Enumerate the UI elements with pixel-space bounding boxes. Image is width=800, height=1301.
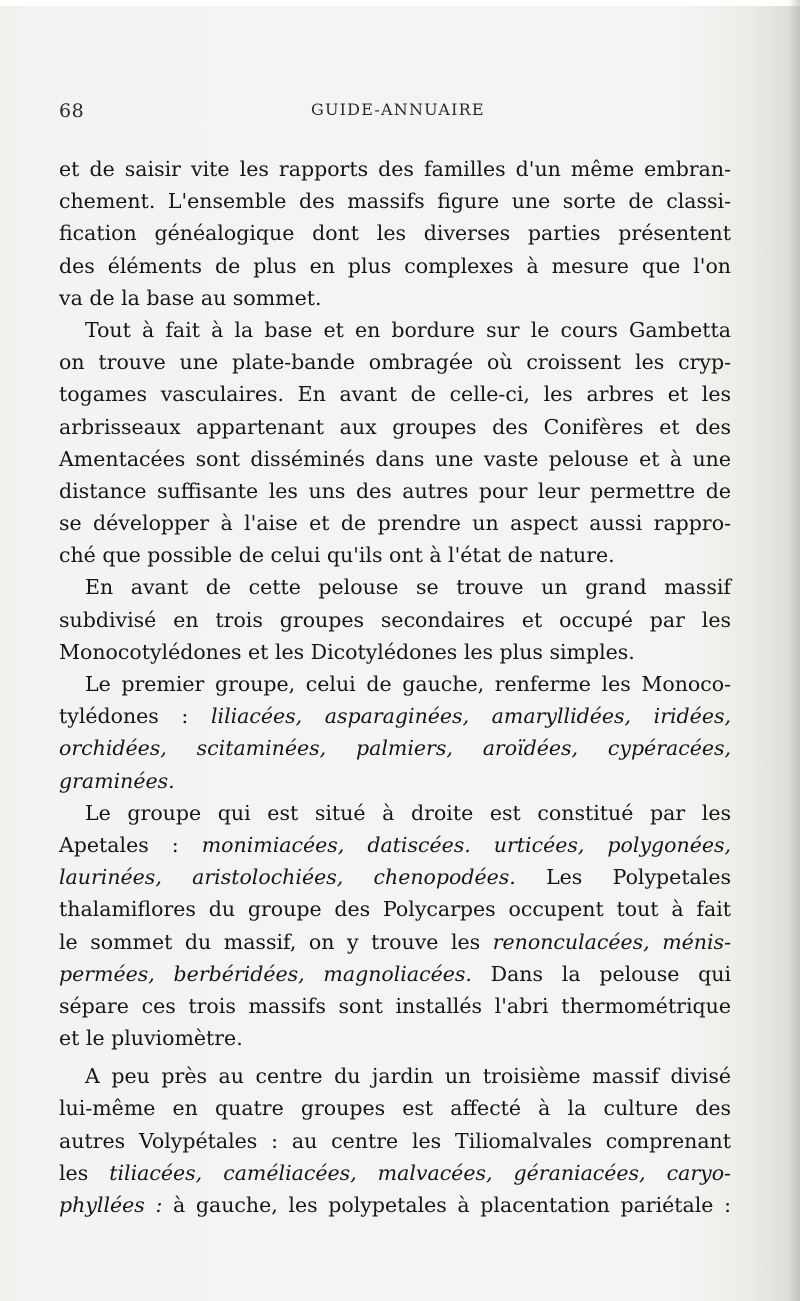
text-run: à gauche, les polypetales à placentation pariétale : <box>162 1193 731 1217</box>
text-line: subdivisé en trois groupes secondaires et occupé par les <box>59 607 731 632</box>
italic-run: tiliacées, caméliacées, malvacées, géraniacées, caryo- <box>109 1160 731 1185</box>
text-run: tylédones : <box>59 704 211 729</box>
text-run: Les Polypetales <box>515 865 731 890</box>
text-line <box>59 1157 731 1189</box>
text-line: se développer à l'aise et de prendre un aspect aussi rappro- <box>59 511 731 536</box>
paragraph-6 <box>59 1060 731 1221</box>
italic-run: permées, berbéridées, magnoliacées. <box>59 961 472 986</box>
text-line: fication généalogique dont les diverses parties présentent <box>59 221 731 246</box>
running-title: GUIDE-ANNUAIRE <box>311 100 485 119</box>
text-line <box>59 700 731 732</box>
text-run: Apetales : <box>59 832 202 857</box>
text-line: et le pluviomètre. <box>59 1026 243 1051</box>
text-line: Amentacées sont disséminés dans une vaste pelouse et à une <box>59 446 731 471</box>
paragraph-3 <box>59 571 731 668</box>
text-line: arbrisseaux appartenant aux groupes des Conifères et des <box>59 414 731 439</box>
text-line: thalamiflores du groupe des Polycarpes occupent tout à fait <box>59 897 731 922</box>
italic-run: graminées. <box>59 768 175 793</box>
paragraph-4 <box>59 668 731 797</box>
text-line: on trouve une plate-bande ombragée où croissent les cryp- <box>59 350 731 375</box>
text-line <box>59 765 731 797</box>
text-line: A peu près au centre du jardin un troisième massif divisé <box>85 1064 731 1089</box>
text-line: autres Volypétales : au centre les Tiliomalvales comprenant <box>59 1128 731 1153</box>
text-line: Le groupe qui est situé à droite est constitué par les <box>85 800 731 825</box>
text-line: Le premier groupe, celui de gauche, renferme les Monoco- <box>85 672 731 696</box>
text-line <box>59 732 731 764</box>
page-gutter-shadow <box>788 0 800 1301</box>
italic-run: renonculacées, ménis- <box>492 929 731 954</box>
text-line: Tout à fait à la base et en bordure sur le cours Gambetta <box>85 317 731 342</box>
page-header <box>59 100 731 128</box>
text-line: des éléments de plus en plus complexes à mesure que l'on <box>59 253 731 278</box>
text-line <box>59 861 731 893</box>
italic-run: phyllées : <box>59 1193 163 1217</box>
text-run: les <box>59 1160 110 1185</box>
page-number: 68 <box>59 100 85 122</box>
italic-run: laurinées, aristolochiées, chenopodées. <box>59 865 516 890</box>
text-line: et de saisir vite les rapports des familles d'un même embran- <box>59 157 731 181</box>
text-line <box>59 926 731 958</box>
italic-run: orchidées, scitaminées, palmiers, aroïdées, cypéracées, <box>59 736 731 761</box>
body-text <box>59 153 731 1221</box>
italic-run: monimiacées, datiscées. urticées, polygonées, <box>201 832 731 857</box>
text-run: Dans la pelouse qui <box>471 961 732 986</box>
text-line <box>59 1189 731 1221</box>
text-line: chement. L'ensemble des massifs figure une sorte de classi- <box>59 189 731 214</box>
italic-run: liliacées, asparaginées, amaryllidées, iridées, <box>210 704 731 729</box>
paragraph-1 <box>59 153 731 314</box>
text-line: En avant de cette pelouse se trouve un grand massif <box>85 575 731 600</box>
text-line: lui-même en quatre groupes est affecté à la culture des <box>59 1096 731 1121</box>
text-line: sépare ces trois massifs sont installés l'abri thermométrique <box>59 993 731 1018</box>
text-line: distance suffisante les uns des autres pour leur permettre de <box>59 478 731 503</box>
text-line: ché que possible de celui qu'ils ont à l'état de nature. <box>59 543 615 568</box>
text-line: togames vasculaires. En avant de celle-ci, les arbres et les <box>59 382 731 407</box>
paragraph-2 <box>59 314 731 572</box>
text-line <box>59 829 731 861</box>
scan-border-top <box>0 0 800 6</box>
text-line: Monocotylédones et les Dicotylédones les plus simples. <box>59 639 635 664</box>
text-line <box>59 958 731 990</box>
text-line: va de la base au sommet. <box>59 285 322 310</box>
text-run: le sommet du massif, on y trouve les <box>59 929 493 954</box>
paragraph-5 <box>59 797 731 1055</box>
